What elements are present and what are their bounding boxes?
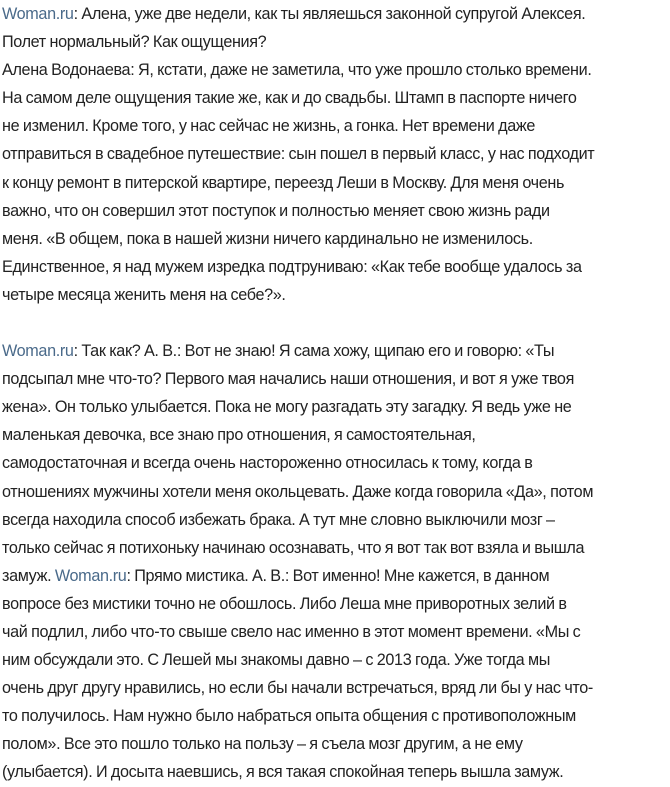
- text-line: ним обсуждали это. С Лешей мы знакомы давно – с 2013 года. Уже тогда мы: [2, 651, 551, 670]
- text-line: к концу ремонт в питерской квартире, переезд Леши в Москву. Для меня очень: [2, 173, 565, 192]
- text-line: На самом деле ощущения такие же, как и до свадьбы. Штамп в паспорте ничего: [2, 89, 577, 108]
- paragraph-1: [2, 0, 662, 309]
- text-line: очень друг другу нравились, но если бы начали встречаться, вряд ли бы у нас что-: [2, 679, 593, 698]
- text-line: Полет нормальный? Как ощущения?: [2, 33, 267, 52]
- text-line: полом». Все это пошло только на пользу – я съела мозг другим, а не ему: [2, 735, 523, 754]
- text-line: [2, 0, 662, 28]
- text-line: важно, что он совершил этот поступок и полностью меняет свою жизнь ради: [2, 201, 550, 220]
- text-line: отправиться в свадебное путешествие: сын пошел в первый класс, у нас подходит: [2, 145, 595, 164]
- woman-ru-link[interactable]: Woman.ru: [2, 5, 74, 23]
- woman-ru-link[interactable]: Woman.ru: [54, 566, 127, 585]
- paragraph-2: [2, 337, 662, 787]
- line-text: : Алена, уже две недели, как ты являешься законной супругой Алексея.: [73, 5, 586, 23]
- text-line: подсыпал мне что-то? Первого мая начались наши отношения, и вот я уже твоя: [2, 370, 574, 389]
- text-line: вопросе без мистики точно не обошлось. Либо Леша мне приворотных зелий в: [2, 594, 567, 613]
- line-text: : Прямо мистика. А. В.: Вот именно! Мне кажется, в данном: [126, 566, 550, 585]
- text-line: то получилось. Нам нужно было набраться опыта общения с противоположным: [2, 707, 576, 726]
- text-line: отношениях мужчины хотели меня окольцевать. Даже когда говорила «Да», потом: [2, 482, 594, 501]
- text-line: [2, 562, 662, 590]
- woman-ru-link[interactable]: Woman.ru: [2, 342, 74, 361]
- text-line: Алена Водонаева: Я, кстати, даже не заметила, что уже прошло столько времени.: [2, 61, 592, 80]
- text-line: маленькая девочка, все знаю про отношения, я самостоятельная,: [2, 426, 476, 445]
- text-line: меня. «В общем, пока в нашей жизни ничего кардинально не изменилось.: [2, 229, 533, 248]
- text-line: (улыбается). И досыта наевшись, я вся такая спокойная теперь вышла замуж.: [2, 763, 564, 782]
- text-line: [2, 337, 662, 365]
- text-line: жена». Он только улыбается. Пока не могу разгадать эту загадку. Я ведь уже не: [2, 398, 572, 417]
- text-line: самодостаточная и всегда очень настороженно относилась к тому, когда в: [2, 454, 533, 473]
- line-text: : Так как? А. В.: Вот не знаю! Я сама хожу, щипаю его и говорю: «Ты: [73, 342, 555, 361]
- text-line: четыре месяца женить меня на себе?».: [2, 285, 286, 304]
- text-line: Единственное, я над мужем изредка подтруниваю: «Как тебе вообще удалось за: [2, 257, 582, 276]
- line-text: замуж.: [2, 566, 55, 585]
- text-line: чай подлил, либо что-то свыше свело нас именно в этот момент времени. «Мы с: [2, 622, 581, 641]
- text-line: всегда находила способ избежать брака. А тут мне словно выключили мозг –: [2, 510, 555, 529]
- text-line: не изменил. Кроме того, у нас сейчас не жизнь, а гонка. Нет времени даже: [2, 117, 535, 136]
- text-line: только сейчас я потихоньку начинаю осознавать, что я вот так вот взяла и вышла: [2, 538, 585, 557]
